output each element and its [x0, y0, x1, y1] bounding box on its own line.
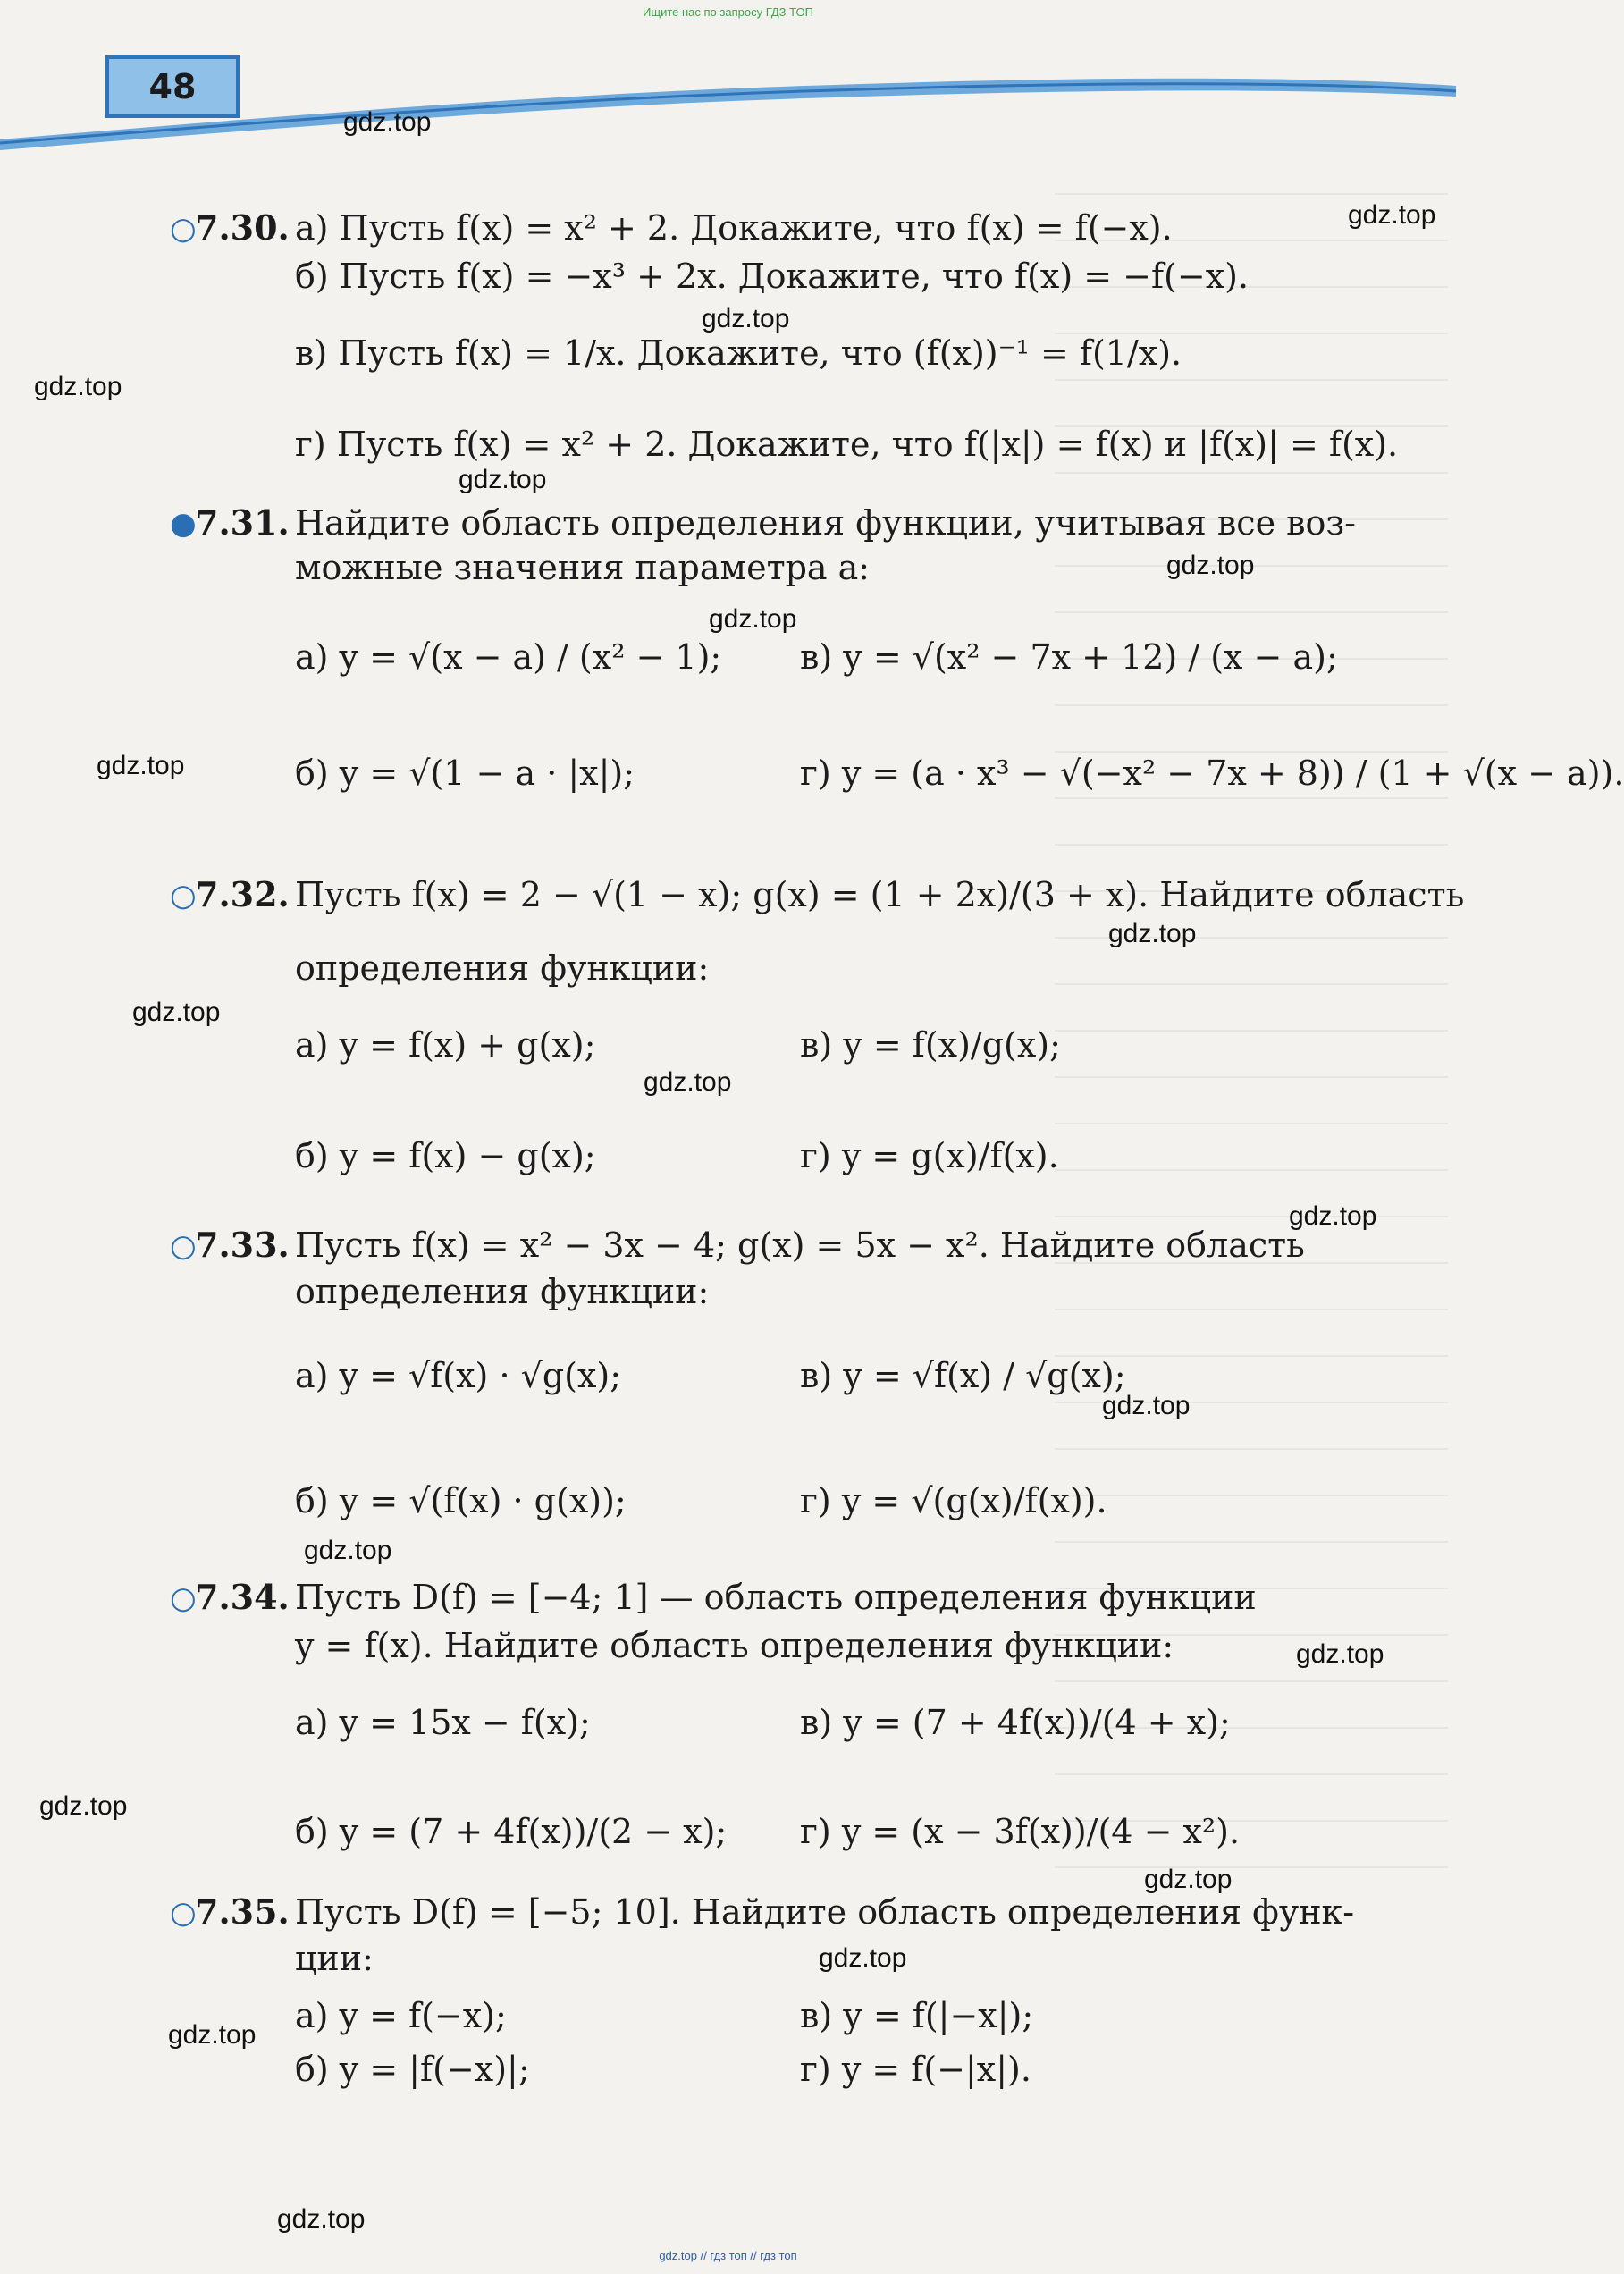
exercise-line: а) y = f(−x);	[295, 1996, 507, 2035]
exercise-line: б) y = √(1 − a · |x|);	[295, 754, 635, 793]
exercise-number: 7.33.	[195, 1225, 290, 1265]
exercise-line: определения функции:	[295, 948, 710, 988]
exercise-line: определения функции:	[295, 1272, 710, 1311]
exercise-line: Найдите область определения функции, учитывая все воз-	[295, 503, 1356, 543]
exercise-line: а) Пусть f(x) = x² + 2. Докажите, что f(x) = f(−x).	[295, 208, 1173, 248]
watermark: gdz.top	[1102, 1391, 1191, 1420]
watermark: gdz.top	[1289, 1201, 1377, 1231]
watermark: gdz.top	[702, 304, 790, 333]
watermark: gdz.top	[1166, 551, 1255, 580]
exercise-marker: ○	[170, 211, 197, 247]
exercise-line: y = f(x). Найдите область определения функции:	[295, 1626, 1174, 1665]
watermark: gdz.top	[168, 2020, 257, 2050]
exercise-line: Пусть f(x) = 2 − √(1 − x); g(x) = (1 + 2x)/(3 + x). Найдите область	[295, 875, 1465, 914]
watermark: gdz.top	[132, 998, 221, 1027]
watermark: gdz.top	[459, 465, 547, 494]
exercise-marker: ○	[170, 1228, 197, 1264]
exercise-line: в) y = f(x)/g(x);	[800, 1025, 1061, 1065]
exercise-line: в) y = f(|−x|);	[800, 1996, 1034, 2035]
watermark: gdz.top	[1296, 1639, 1384, 1669]
exercise-line: г) y = f(−|x|).	[800, 2050, 1031, 2089]
exercise-line: можные значения параметра a:	[295, 548, 871, 587]
exercise-line: б) Пусть f(x) = −x³ + 2x. Докажите, что f(x) = −f(−x).	[295, 257, 1250, 296]
exercise-line: г) Пусть f(x) = x² + 2. Докажите, что f(|x|) = f(x) и |f(x)| = f(x).	[295, 425, 1399, 464]
exercise-line: ции:	[295, 1939, 374, 1978]
watermark: gdz.top	[1108, 919, 1197, 948]
exercise-line: а) y = √f(x) · √g(x);	[295, 1356, 622, 1395]
exercise-line: г) y = (x − 3f(x))/(4 − x²).	[800, 1812, 1241, 1851]
exercise-line: а) y = f(x) + g(x);	[295, 1025, 596, 1065]
exercise-marker: ○	[170, 878, 197, 914]
exercise-line: б) y = |f(−x)|;	[295, 2050, 530, 2089]
exercise-line: г) y = g(x)/f(x).	[800, 1136, 1059, 1175]
watermark: gdz.top	[709, 604, 797, 634]
exercise-line: в) y = √(x² − 7x + 12) / (x − a);	[800, 637, 1338, 677]
exercise-line: Пусть D(f) = [−4; 1] — область определения функции	[295, 1578, 1257, 1617]
exercise-number: 7.35.	[195, 1891, 290, 1932]
watermark: gdz.top	[39, 1791, 128, 1821]
exercise-number: 7.30.	[195, 207, 290, 248]
watermark: gdz.top	[1348, 200, 1436, 230]
watermark: gdz.top	[277, 2204, 366, 2234]
exercise-line: г) y = (a · x³ − √(−x² − 7x + 8)) / (1 + √(x − a)).	[800, 754, 1624, 793]
exercise-line: Пусть f(x) = x² − 3x − 4; g(x) = 5x − x². Найдите область	[295, 1225, 1305, 1265]
exercise-marker: ○	[170, 1895, 197, 1931]
exercise-number: 7.32.	[195, 874, 290, 914]
watermark: gdz.top	[1144, 1865, 1233, 1894]
exercise-line: в) y = √f(x) / √g(x);	[800, 1356, 1126, 1395]
watermark: gdz.top	[819, 1943, 907, 1973]
exercise-line: б) y = (7 + 4f(x))/(2 − x);	[295, 1812, 728, 1851]
exercise-line: а) y = 15x − f(x);	[295, 1703, 591, 1742]
exercise-number: 7.34.	[195, 1577, 290, 1617]
exercise-line: в) y = (7 + 4f(x))/(4 + x);	[800, 1703, 1231, 1742]
exercise-line: а) y = √(x − a) / (x² − 1);	[295, 637, 722, 677]
watermark: gdz.top	[644, 1067, 732, 1097]
exercise-marker: ○	[170, 1580, 197, 1616]
watermark: gdz.top	[34, 372, 122, 401]
exercise-line: г) y = √(g(x)/f(x)).	[800, 1481, 1107, 1520]
exercise-line: Пусть D(f) = [−5; 10]. Найдите область определения функ-	[295, 1892, 1355, 1932]
exercise-line: б) y = f(x) − g(x);	[295, 1136, 596, 1175]
watermark: gdz.top	[304, 1536, 392, 1565]
exercise-line: в) Пусть f(x) = 1/x. Докажите, что (f(x))⁻¹ = f(1/x).	[295, 333, 1182, 373]
top-banner: Ищите нас по запросу ГДЗ ТОП	[643, 5, 813, 19]
watermark: gdz.top	[343, 107, 432, 137]
exercise-line: б) y = √(f(x) · g(x));	[295, 1481, 627, 1520]
exercise-marker: ●	[170, 506, 197, 542]
exercise-number: 7.31.	[195, 502, 290, 543]
page-number: 48	[105, 55, 240, 118]
watermark: gdz.top	[97, 751, 185, 780]
bottom-banner: gdz.top // гдз топ // гдз топ	[659, 2249, 797, 2262]
